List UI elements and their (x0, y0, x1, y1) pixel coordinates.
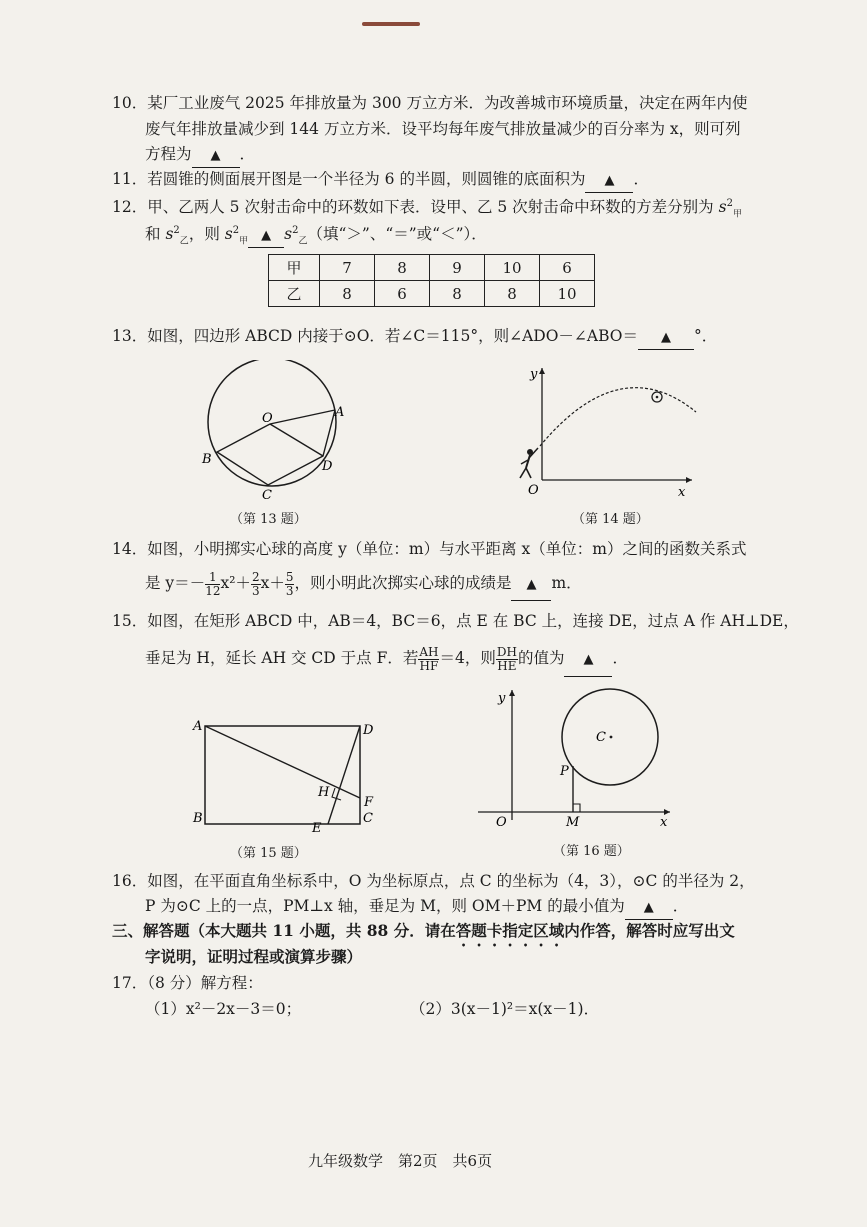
table-row (269, 281, 595, 307)
figure-14-caption: （第 14 题） (572, 512, 649, 527)
label-C: C (596, 730, 606, 745)
table-row (269, 255, 595, 281)
label-F: F (364, 795, 374, 810)
page-footer: 九年级数学 第2页 共6页 (308, 1152, 493, 1170)
q14-line2: 是 y＝－ $\frac{1}{12}$ x²＋ $\frac{2}{3}$ x＋ $\frac{5}{3}$ ，则小明此次掷实心球的成绩是 ▲ m． (145, 568, 582, 601)
figure-15-caption: （第 15 题） (230, 846, 307, 861)
figure-13-caption: （第 13 题） (230, 512, 307, 527)
q13: 13．如图，四边形 ABCD 内接于⊙O．若∠C＝115°，则∠ADO－∠ABO＝ ▲ °． (112, 325, 717, 350)
origin-label: O (528, 483, 539, 498)
label-D: D (322, 459, 333, 474)
answer-blank: ▲ (248, 223, 284, 248)
answer-blank: ▲ (638, 325, 694, 350)
axis-label-x: x (678, 485, 686, 500)
answer-blank: ▲ (585, 168, 633, 193)
section-3-line2: 字说明，证明过程或演算步骤） (145, 947, 363, 966)
q14-line1: 14．如图，小明掷实心球的高度 y（单位：m）与水平距离 x（单位：m）之间的函数关系式 (112, 540, 747, 558)
q17-title: 17．（8 分）解方程： (112, 974, 263, 992)
q17-part1: （1）x²－2x－3＝0； (145, 1000, 302, 1018)
q17-part2: （2）3(x－1)²＝x(x－1)． (410, 1000, 600, 1018)
answer-blank: ▲ (511, 568, 551, 601)
label-C: C (363, 811, 373, 826)
label-A: A (193, 719, 203, 734)
axis-label-y: y (530, 367, 538, 382)
figure-16-caption: （第 16 题） (553, 844, 630, 859)
table-cell: 10 (540, 281, 595, 307)
table-cell: 10 (485, 255, 540, 281)
figure-16-coordinate-circle (470, 680, 680, 830)
section-3-heading: 三、解答题（本大题共 11 小题，共 88 分．请在答题卡指定区域内作答，解答时应写出文 (112, 921, 735, 940)
score-table (268, 254, 595, 307)
answer-blank: ▲ (625, 895, 673, 920)
label-H: H (318, 785, 330, 800)
table-cell: 8 (320, 281, 375, 307)
figure-13-circle-quadrilateral (190, 360, 360, 505)
row-header: 乙 (269, 281, 320, 307)
label-P: P (560, 764, 569, 779)
q12-line2: 和 $s^2_乙$，则 $s^2_甲$ ▲ $s^2_乙$（填“＞”、“＝”或“＜”）． (145, 225, 487, 247)
q16-line2: P 为⊙C 上的一点，PM⊥x 轴，垂足为 M，则 OM＋PM 的最小值为 ▲ ． (145, 895, 688, 920)
label-B: B (193, 811, 203, 826)
label-C: C (262, 488, 272, 503)
q16-line1: 16．如图，在平面直角坐标系中，O 为坐标原点，点 C 的坐标为（4，3），⊙C 的半径为 2， (112, 872, 755, 890)
answer-blank: ▲ (192, 143, 240, 168)
table-cell: 8 (375, 255, 430, 281)
table-cell: 8 (430, 281, 485, 307)
answer-blank: ▲ (564, 642, 612, 677)
label-D: D (363, 723, 374, 738)
q12-line1: 12．甲、乙两人 5 次射击命中的环数如下表．设甲、乙 5 次射击命中环数的方差分别为 $s^2_甲$ (112, 198, 742, 220)
q10-line2: 废气年排放量减少到 144 万立方米．设平均每年废气排放量减少的百分率为 x，则可列 (145, 120, 741, 138)
table-cell: 6 (375, 281, 430, 307)
thrower-icon (520, 448, 538, 478)
q10-line1: 10．某厂工业废气 2025 年排放量为 300 万立方米．为改善城市环境质量，决定在两年内使 (112, 94, 748, 112)
table-cell: 6 (540, 255, 595, 281)
figure-15-rectangle (185, 710, 385, 840)
table-cell: 9 (430, 255, 485, 281)
q11: 11．若圆锥的侧面展开图是一个半径为 6 的半圆，则圆锥的底面积为 ▲ ． (112, 168, 649, 193)
axis-label-y: y (498, 691, 506, 706)
origin-label: O (496, 815, 507, 830)
top-edge-mark (362, 22, 420, 26)
label-E: E (312, 821, 322, 836)
q15-line2: 垂足为 H，延长 AH 交 CD 于点 F．若 $\frac{AH}{HF}$ ＝4，则 $\frac{DH}{HE}$ 的值为 ▲ ． (145, 642, 628, 677)
table-cell: 7 (320, 255, 375, 281)
label-M: M (566, 815, 580, 830)
table-cell: 8 (485, 281, 540, 307)
q15-line1: 15．如图，在矩形 ABCD 中，AB＝4，BC＝6，点 E 在 BC 上，连接 DE，过点 A 作 AH⊥DE， (112, 612, 799, 630)
figure-14-trajectory (500, 360, 700, 500)
q10-line3: 方程为 ▲ ． (145, 143, 255, 168)
label-B: B (202, 452, 212, 467)
label-O: O (262, 411, 273, 426)
label-A: A (335, 405, 345, 420)
axis-label-x: x (660, 815, 668, 830)
row-header: 甲 (269, 255, 320, 281)
